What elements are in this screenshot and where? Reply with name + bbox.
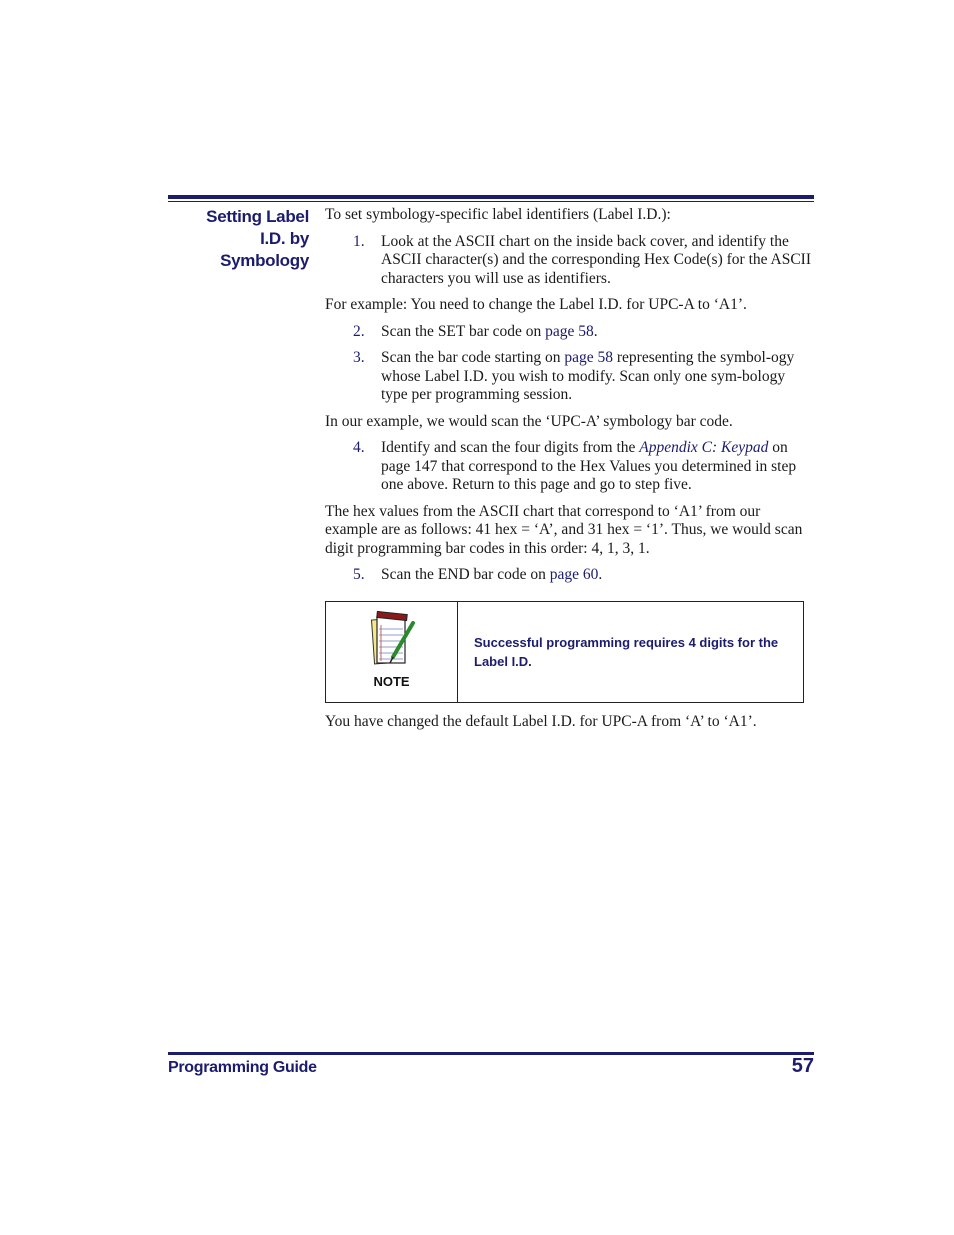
appendix-c-link[interactable]: Appendix C: Keypad — [639, 439, 769, 456]
page-58-link[interactable]: page 58 — [545, 322, 594, 340]
step-number: 5. — [353, 566, 365, 583]
example-paragraph: For example: You need to change the Label I.D. for UPC-A to ‘A1’. — [325, 296, 747, 313]
step-number: 4. — [353, 439, 365, 456]
top-rule — [168, 195, 814, 202]
main-content — [325, 206, 814, 739]
note-label: NOTE — [373, 674, 410, 690]
section-heading — [168, 206, 309, 272]
example-paragraph-2: In our example, we would scan the ‘UPC-A’ symbology bar code. — [325, 412, 733, 430]
heading-line-1: Setting Label — [206, 207, 309, 226]
step-text: Identify and scan the four digits from the — [381, 439, 640, 456]
heading-line-3: Symbology — [220, 251, 309, 270]
step-number: 3. — [353, 349, 365, 366]
step-text: Scan the bar code starting on — [381, 349, 565, 366]
note-icon-cell — [326, 602, 458, 702]
step-text: Look at the ASCII chart on the inside back cover, and identify the ASCII character(s) and the corresponding Hex Code(s) for the ASCII characters you will use as identifiers. — [381, 232, 811, 287]
step-4: 4. Identify and scan the four digits from the Appendix C: Keypad on page 147 that correspond to the Hex Values you determined in step one above. Return to this page and go to step five. — [353, 439, 797, 493]
footer-title: Programming Guide — [168, 1059, 317, 1076]
step-number: 1. — [353, 232, 365, 250]
note-text: Successful programming requires 4 digits for the Label I.D. — [474, 634, 779, 669]
step-2: 2. Scan the SET bar code on page 58. — [353, 322, 598, 340]
step-number: 2. — [353, 322, 365, 340]
heading-line-2: I.D. by — [260, 229, 309, 248]
page-number: 57 — [791, 1055, 814, 1077]
step-3: 3. Scan the bar code starting on page 58 representing the symbol-ogy whose Label I.D. you wish to modify. Scan only one sym-bology type per programming session. — [353, 349, 795, 403]
page-60-link[interactable]: page 60 — [549, 566, 599, 583]
bottom-rule — [168, 1052, 814, 1055]
step-5: 5. Scan the END bar code on page 60. — [353, 566, 603, 583]
intro-paragraph: To set symbology-specific label identifiers (Label I.D.): — [325, 206, 671, 223]
page-58-link[interactable]: page 58 — [564, 349, 613, 366]
step-1 — [325, 233, 814, 289]
notepad-icon — [367, 611, 417, 669]
step-text: Scan the SET bar code on — [381, 322, 546, 340]
note-box — [325, 601, 804, 703]
hex-paragraph: The hex values from the ASCII chart that correspond to ‘A1’ from our example are as follows: 41 hex = ‘A’, and 31 hex = ‘1’. Thus, we would scan digit programming bar codes in this order: 4, 1, 3, 1. — [325, 502, 803, 557]
closing-paragraph: You have changed the default Label I.D. for UPC-A from ‘A’ to ‘A1’. — [325, 712, 757, 730]
step-text: Scan the END bar code on — [381, 566, 550, 583]
